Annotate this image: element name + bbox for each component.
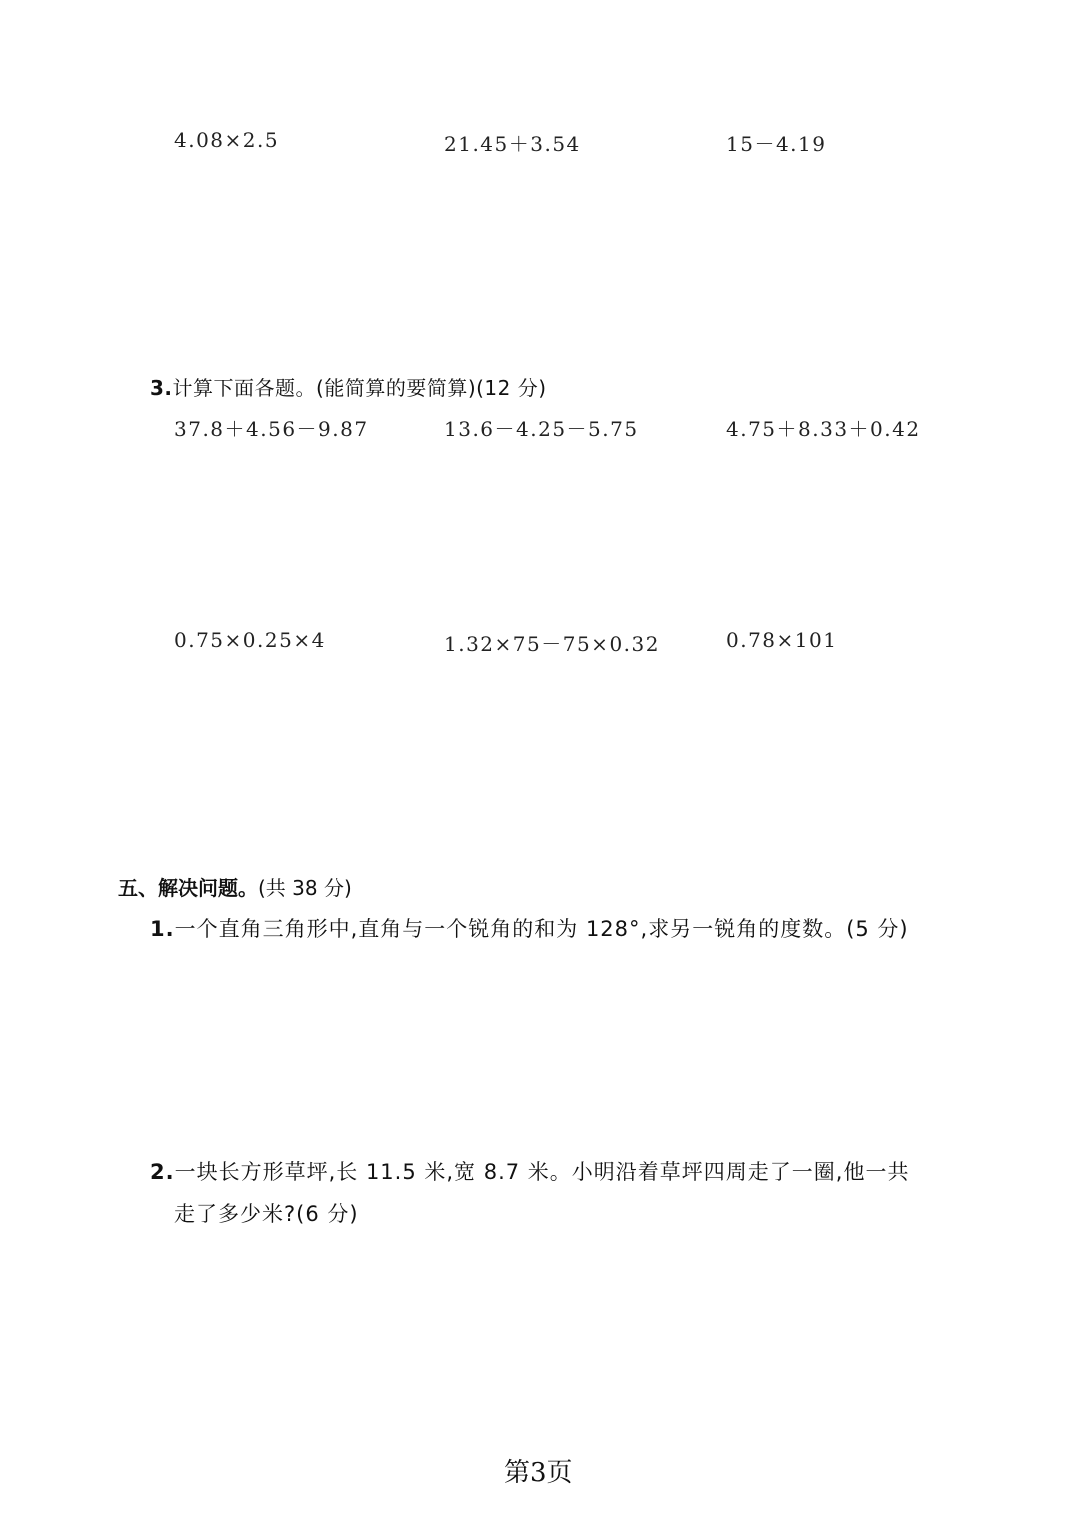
problem-1 bbox=[150, 913, 909, 943]
question-3-text: 计算下面各题。(能简算的要简算)(12 分) bbox=[172, 376, 547, 400]
question-3-number: 3. bbox=[150, 376, 173, 400]
problem-1-text: 一个直角三角形中,直角与一个锐角的和为 128°,求另一锐角的度数。(5 分) bbox=[174, 917, 909, 941]
section-5-points: (共 38 分) bbox=[258, 876, 352, 900]
problem-2-text-line-1: 一块长方形草坪,长 11.5 米,宽 8.7 米。小明沿着草坪四周走了一圈,他一共 bbox=[174, 1160, 910, 1184]
section-5-title bbox=[118, 872, 352, 901]
question-3-title bbox=[150, 372, 547, 401]
question-3-expression-2: 13.6－4.25－5.75 bbox=[444, 417, 639, 441]
question-3-expression-5: 1.32×75－75×0.32 bbox=[444, 632, 660, 656]
problem-2-number: 2. bbox=[150, 1160, 175, 1184]
expression-top-2: 21.45＋3.54 bbox=[444, 132, 581, 156]
question-3-expression-6: 0.78×101 bbox=[726, 628, 838, 652]
problem-2-line-1 bbox=[150, 1156, 909, 1186]
problem-2-line-2: 走了多少米?(6 分) bbox=[174, 1202, 359, 1226]
expression-top-3: 15－4.19 bbox=[726, 132, 827, 156]
problem-1-number: 1. bbox=[150, 917, 175, 941]
question-3-expression-1: 37.8＋4.56－9.87 bbox=[174, 417, 369, 441]
section-5-heading: 五、解决问题。 bbox=[118, 876, 258, 900]
expression-top-1: 4.08×2.5 bbox=[174, 128, 280, 152]
page-number: 第3页 bbox=[504, 1458, 573, 1488]
question-3-expression-4: 0.75×0.25×4 bbox=[174, 628, 326, 652]
question-3-expression-3: 4.75＋8.33＋0.42 bbox=[726, 417, 921, 441]
